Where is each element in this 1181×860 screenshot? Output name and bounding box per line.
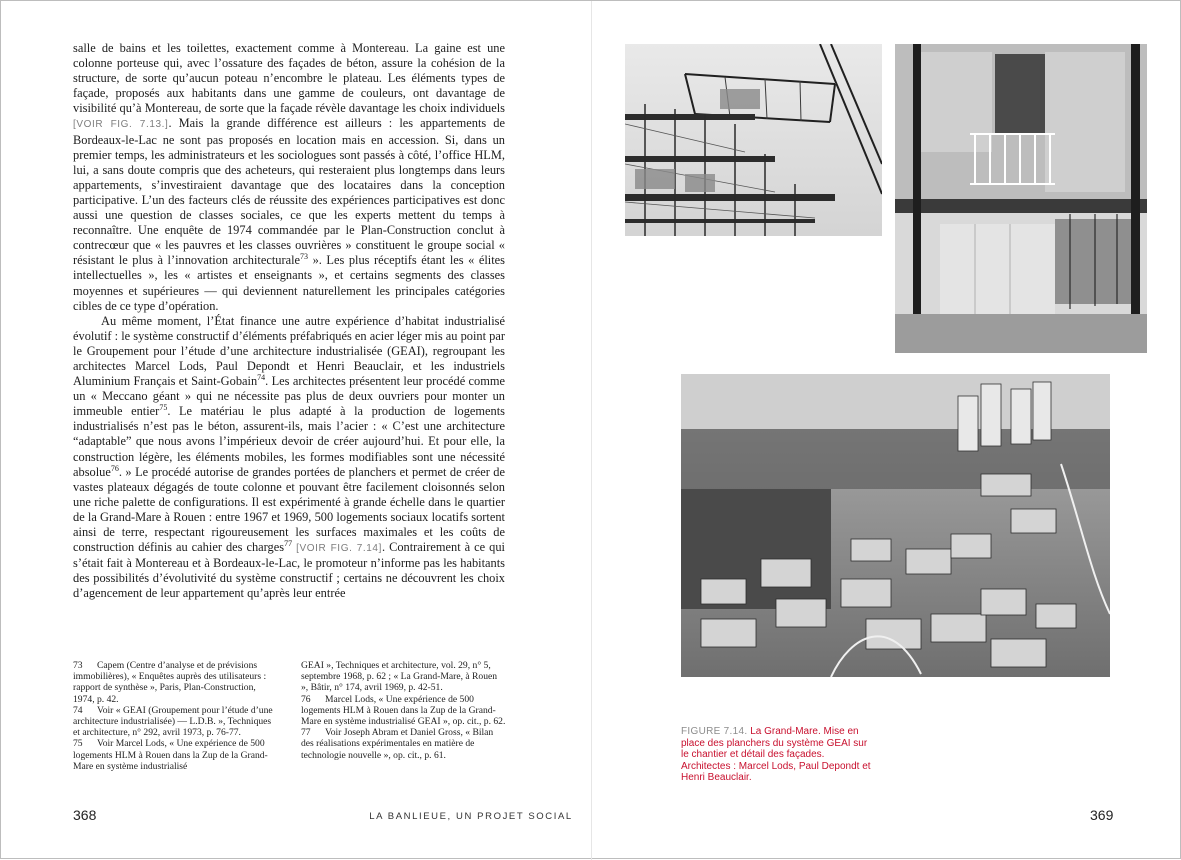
main-text xyxy=(73,41,505,601)
figure-caption xyxy=(681,726,876,784)
footnote-ref-76[interactable]: 76 xyxy=(110,463,119,473)
figure-reference-7-14[interactable]: [VOIR FIG. 7.14] xyxy=(296,543,382,555)
footnote-ref-75[interactable]: 75 xyxy=(159,403,168,413)
paragraph-2: Au même moment, l’État finance une autre expérience d’habitat industrialisé évolutif : le système constructif d’éléments préfabriqués en acier léger mis au point par le Groupement pour l’étude d’une architecture industrialisée (GEAI), regroupant les architectes Marcel Lods, Paul Depondt et Henri Beauclair, et les industriels Aluminium Français et Saint-Gobain$^{74}$. Les architectes présentent leur procédé comme un « Meccano géant » qui ne nécessite pas plus de deux ouvriers pour monter un immeuble entier$^{75}$. Le matériau le plus adapté à la production de logements industrialisés n’est pas le béton, assurent-ils, mais l’acier : « C’est une architecture “adaptable” que nous avons l’impérieux devoir de créer aujourd’hui. Et pour elle, la construction légère, les éléments mobiles, les formes modifiables sont une nécessité absolue$^{76}$. » Le procédé autorise de grandes portées de planchers et permet de créer de vastes plateaux dégagés de toute colonne et pouvant être facilement cloisonnés selon une riche palette de configurations. Il est expérimenté à grande échelle dans le quartier de la Grand-Mare à Rouen : entre 1967 et 1969, 500 logements sociaux locatifs sortent ainsi de terre, respectant rigoureusement les surfaces maximales et les coûts de construction définis au cahier des charges$^{77}$ [VOIR FIG. 7.14]. Contrairement à ce qui s’était fait à Montereau et à Bordeaux-le-Lac, le promoteur n’informe pas les habitants des possibilités d’évolutivité du système constructif ; certains ne découvrent les choix d’agencement de leur appartement qu’après leur entrée xyxy=(73,313,506,601)
photo-facade-detail xyxy=(895,44,1147,353)
footnote: 76 Marcel Lods, « Une expérience de 500 logements HLM à Rouen dans la Zup de la Grand-Mare en système industrialisé GEAI », op. cit., p. 62. xyxy=(301,693,506,728)
facade-image xyxy=(895,44,1147,353)
steel-frame-image xyxy=(625,44,882,236)
footnote-ref-73[interactable]: 73 xyxy=(300,252,309,262)
page-gutter xyxy=(591,1,592,860)
footnotes-column-1 xyxy=(73,660,273,772)
paragraph-1: salle de bains et les toilettes, exactement comme à Montereau. La gaine est une colonne porteuse qui, avec l’ossature des façades de béton, assure la cohésion de la structure, de sorte qu’aucun poteau n’encombre le plateau. Les éléments types de façade, proposés aux habitants dans une gamme de couleurs, ont davantage de visibilité qu’à Montereau, de sorte que la façade révèle davantage les choix individuels [VOIR FIG. 7.13.]. Mais la grande différence est ailleurs : les appartements de Bordeaux-le-Lac ne sont pas proposés en location mais en accession. Si, dans un premier temps, les administrateurs et les sociologues sont passés à côté, l’office HLM, lui, a sans doute compris que des acheteurs, qui resteraient plus longtemps dans leurs appartements, s’investiraient davantage que des locataires dans la conception participative. L’un des facteurs clés de réussite des expériences participatives est donc aussi une question de classes sociales, ce que les experts mettent du temps à reconnaître. Une enquête de 1974 commandée par le Plan-Construction conclut à contrecœur que « les pauvres et les classes ouvrières » constituent le groupe social « résistant le plus à l’innovation architecturale$^{73}$ ». Les plus réceptifs étant les « élites intellectuelles », les « artistes et enseignants », et certains segments des classes moyennes et supérieures — qui deviennent naturellement les principales catégories cibles de ce type d’opération. xyxy=(73,41,506,313)
footnote: 77 Voir Joseph Abram et Daniel Gross, « Bilan des réalisations expérimentales en matière de technologie nouvelle », op. cit., p. 61. xyxy=(301,727,494,761)
aerial-image xyxy=(681,374,1110,677)
footnote: 73 Capem (Centre d’analyse et de prévisions immobilières), « Enquêtes auprès des utilisateurs : rapport de synthèse », Paris, Plan-Construction, 1974, p. 42. xyxy=(73,660,267,705)
running-head: LA BANLIEUE, UN PROJET SOCIAL xyxy=(369,811,573,822)
page-number-right: 369 xyxy=(1090,807,1114,823)
figure-caption-text: La Grand-Mare. Mise en place des planchers du système GEAI sur le chantier et détail des façades. Architectes : Marcel Lods, Paul Depondt et Henri Beauclair. xyxy=(681,726,871,784)
footnote-ref-77[interactable]: 77 xyxy=(284,538,293,548)
footnotes-column-2 xyxy=(301,660,506,761)
photo-steel-frame-crane xyxy=(625,44,882,236)
photo-aerial-grand-mare xyxy=(681,374,1110,677)
figure-reference-7-13[interactable]: [VOIR FIG. 7.13.] xyxy=(73,119,169,131)
footnote: 74 Voir « GEAI (Groupement pour l’étude d’une architecture industrialisée) — L.D.B. », Techniques et architecture, n° 292, avril 1973, p. 76-77. xyxy=(73,704,273,739)
footnote-ref-74[interactable]: 74 xyxy=(257,372,266,382)
figure-label: FIGURE 7.14. xyxy=(681,726,748,737)
footnote: GEAI », Techniques et architecture, vol. 29, n° 5, septembre 1968, p. 62 ; « La Grand-Mare, à Rouen », Bâtir, n° 174, avril 1969, p. 42-51. xyxy=(301,660,498,694)
footnote: 75 Voir Marcel Lods, « Une expérience de 500 logements HLM à Rouen dans la Zup de la Grand-Mare en système industrialisé xyxy=(73,738,268,772)
page-number-left: 368 xyxy=(73,807,97,823)
